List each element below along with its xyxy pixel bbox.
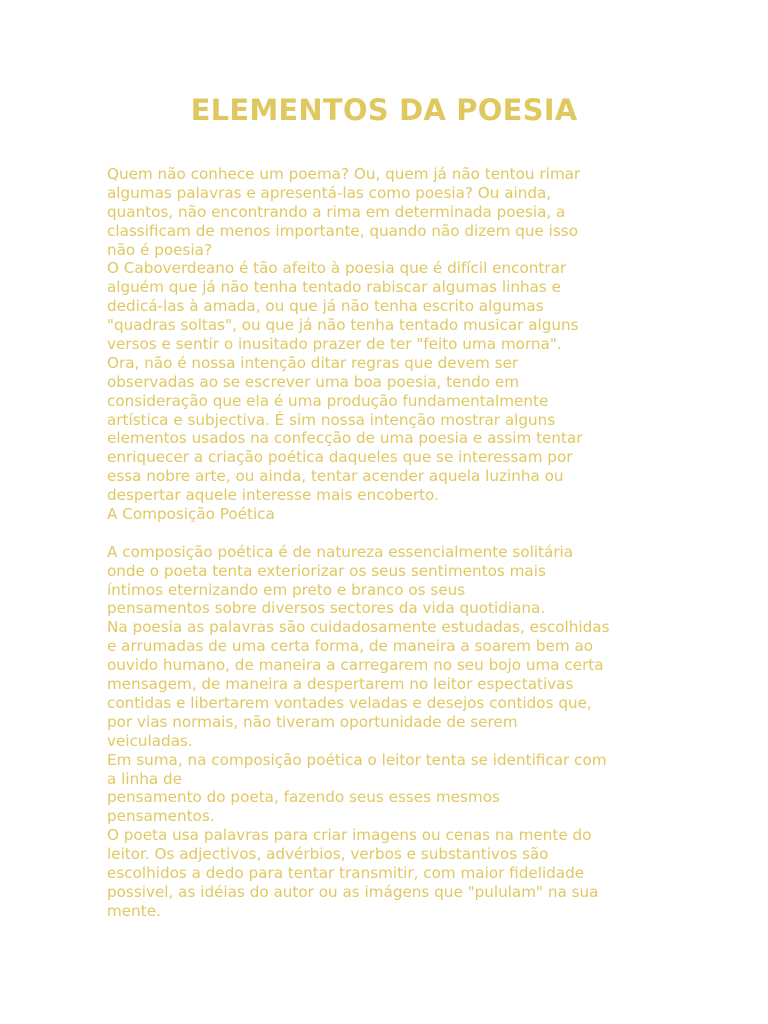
- text-line: versos e sentir o inusitado prazer de ter "feito uma morna".: [107, 335, 562, 354]
- text-line: possivel, as idéias do autor ou as imágens que "pululam" na sua: [107, 882, 599, 901]
- blank-line: [107, 524, 667, 543]
- text-line: Na poesia as palavras são cuidadosamente estudadas, escolhidas: [107, 618, 610, 637]
- text-line: despertar aquele interesse mais encoberto.: [107, 486, 439, 505]
- text-line: mente.: [107, 901, 161, 920]
- text-line: classificam de menos importante, quando não dizem que isso: [107, 221, 578, 240]
- text-line: mensagem, de maneira a despertarem no leitor espectativas: [107, 675, 574, 694]
- text-line: O Caboverdeano é tão afeito à poesia que é difícil encontrar: [107, 259, 567, 278]
- text-line: alguém que já não tenha tentado rabiscar algumas linhas e: [107, 278, 562, 297]
- text-line: quantos, não encontrando a rima em determinada poesia, a: [107, 202, 566, 221]
- text-line: observadas ao se escrever uma boa poesia, tendo em: [107, 372, 520, 391]
- text-line: íntimos eternizando em preto e branco os seus: [107, 580, 466, 599]
- text-line: a linha de: [107, 769, 182, 788]
- text-line: escolhidos a dedo para tentar transmitir, com maior fidelidade: [107, 863, 585, 882]
- text-line: pensamento do poeta, fazendo seus esses mesmos: [107, 788, 500, 807]
- text-line: não é poesia?: [107, 240, 212, 259]
- text-line: contidas e libertarem vontades veladas e desejos contidos que,: [107, 693, 592, 712]
- text-line: por vias normais, não tiveram oportunidade de serem: [107, 712, 518, 731]
- document-body: [107, 165, 667, 921]
- text-line: O poeta usa palavras para criar imagens ou cenas na mente do: [107, 826, 592, 845]
- text-line: pensamentos sobre diversos sectores da vida quotidiana.: [107, 599, 546, 618]
- text-line: essa nobre arte, ou ainda, tentar acender aquela luzinha ou: [107, 467, 564, 486]
- text-line: leitor. Os adjectivos, advérbios, verbos e substantivos são: [107, 845, 549, 864]
- text-line: algumas palavras e apresentá-las como poesia? Ou ainda,: [107, 183, 552, 202]
- text-line: veiculadas.: [107, 731, 193, 750]
- text-line: e arrumadas de uma certa forma, de maneira a soarem bem ao: [107, 637, 594, 656]
- text-line: Em suma, na composição poética o leitor tenta se identificar com: [107, 750, 607, 769]
- text-line: "quadras soltas", ou que já não tenha tentado musicar alguns: [107, 316, 579, 335]
- text-line: A composição poética é de natureza essencialmente solitária: [107, 542, 574, 561]
- text-line: Quem não conhece um poema? Ou, quem já não tentou rimar: [107, 165, 581, 183]
- text-line: pensamentos.: [107, 807, 215, 826]
- text-line: consideração que ela é uma produção fundamentalmente: [107, 391, 549, 410]
- text-line: Ora, não é nossa intenção ditar regras que devem ser: [107, 353, 519, 372]
- page-title: ELEMENTOS DA POESIA: [190, 93, 578, 127]
- text-line: enriquecer a criação poética daqueles que se interessam por: [107, 448, 573, 467]
- text-line: onde o poeta tenta exteriorizar os seus sentimentos mais: [107, 561, 546, 580]
- text-line: artística e subjectiva. É sim nossa intenção mostrar alguns: [107, 410, 556, 429]
- text-line: dedicá-las à amada, ou que já não tenha escrito algumas: [107, 297, 544, 316]
- text-line: A Composição Poética: [107, 505, 275, 524]
- text-line: ouvido humano, de maneira a carregarem no seu bojo uma certa: [107, 656, 604, 675]
- text-line: elementos usados na confecção de uma poesia e assim tentar: [107, 429, 583, 448]
